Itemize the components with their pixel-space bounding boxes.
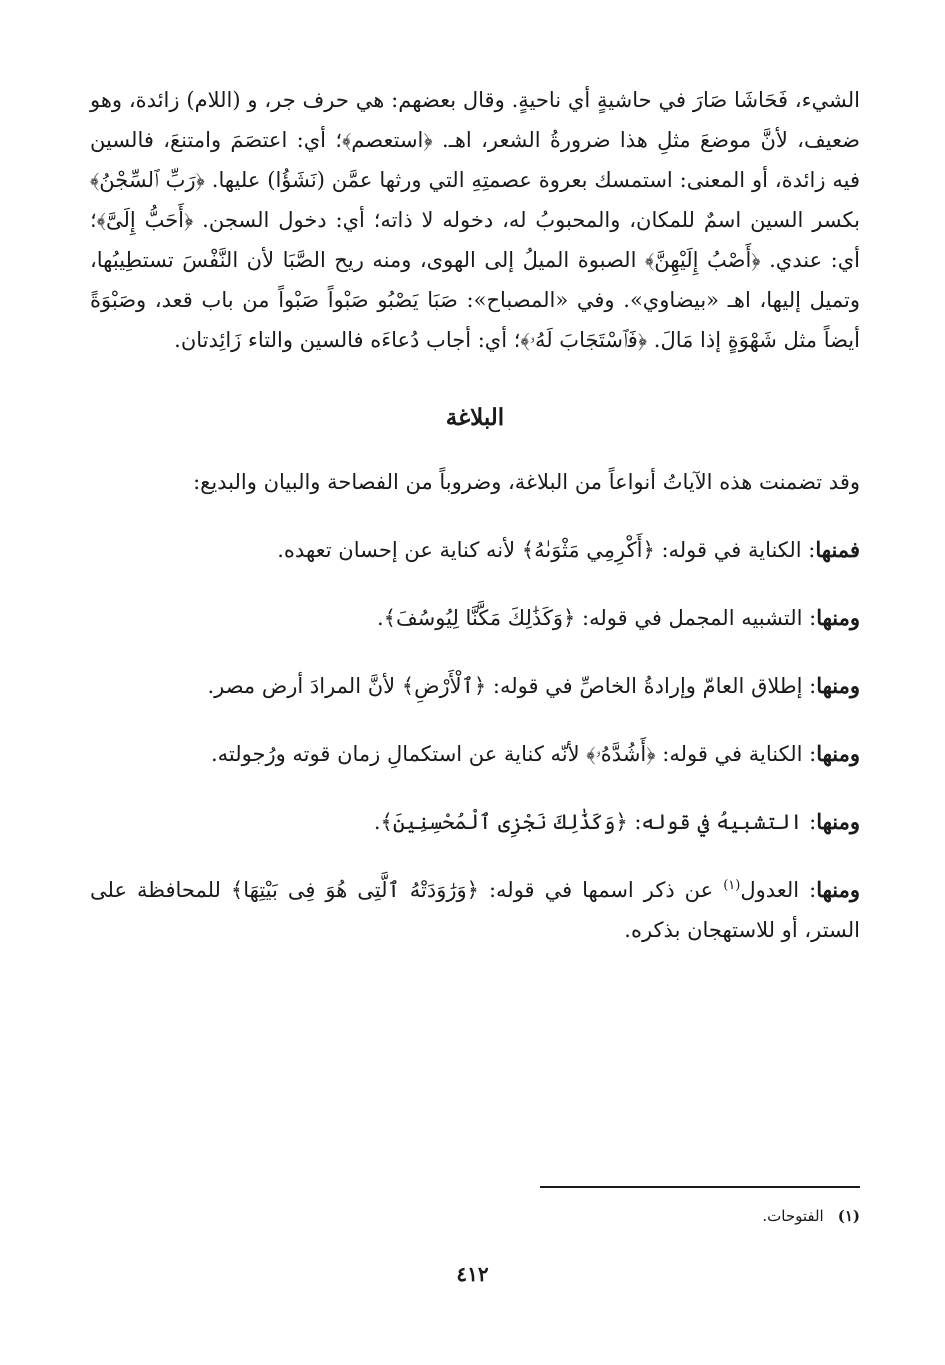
paragraph-tashbih	[90, 802, 860, 842]
footnote-text: الفتوحات.	[762, 1207, 824, 1225]
paragraph-text: : التشبيهُ في قوله: ﴿وَكَذَٰلِكَ نَجْزِى ٱلْمُحْسِنِينَ﴾.	[373, 810, 817, 834]
footnote-divider	[540, 1186, 860, 1188]
paragraph-opening	[90, 462, 860, 502]
paragraph-text: : العدول	[740, 878, 817, 902]
paragraph-kinaya-2	[90, 734, 860, 774]
intro-paragraph: الشيء، فَحَاشَا صَارَ في حاشيةٍ أي ناحيةٍ. وقال بعضهم: هي حرف جر، و (اللام) زائدة، وهو ضعيف، لأنَّ موضعَ مثلِ هذا ضرورةُ الشعر، اهـ. ﴿استعصم﴾؛ أي: اعتصَمَ وامتنعَ، فالسين فيه زائدة، أو المعنى: استمسك بعروة عصمتِهِ التي ورثها عمَّن (نَشَؤُا) عليها. ﴿رَبِّ ٱلسِّجْنُ﴾ بكسر السين اسمٌ للمكان، والمحبوبُ له، دخوله لا ذاته؛ أي: دخول السجن. ﴿أَحَبُّ إِلَىَّ﴾؛ أي: عندي. ﴿أَصْبُ إِلَيْهِنَّ﴾ الصبوة الميلُ إلى الهوى، ومنه ريح الصَّبَا لأن النَّفْسَ تستطِيبُها، وتميل إليها، اهـ «بيضاوي». وفي «المصباح»: صَبَا يَصْبُو صَبْواً صَبْواً من باب قعد، وصَبْوَةً أيضاً مثل شَهْوَةٍ إذا مَالَ. ﴿فَٱسْتَجَابَ لَهُۥ﴾؛ أي: أجاب دُعاءَه فالسين والتاء زَائِدتان.	[90, 88, 861, 352]
footnote-marker: (١)	[837, 1207, 860, 1225]
paragraph-lead: ومنها	[816, 877, 860, 902]
paragraph-text: : إطلاق العامّ وإرادةُ الخاصِّ في قوله: ﴿ٱلْأَرْضِ﴾ لأنَّ المرادَ أرض مصر.	[207, 674, 817, 698]
paragraph-text-after: عن ذكر اسمها في قوله: ﴿وَرَٰوَدَتْهُ ٱلَّتِى هُوَ فِى بَيْتِهَا﴾ للمحافظة على الستر، أو للاستهجان بذكره.	[90, 878, 860, 942]
paragraph-lead: ومنها	[816, 673, 860, 698]
paragraph-text: : الكناية في قوله: ﴿أَشُدَّهُۥ﴾ لأنّه كناية عن استكمالِ زمان قوته ورُجولته.	[210, 742, 817, 766]
paragraph-udul	[90, 870, 860, 950]
page-number: ٤١٢	[456, 1262, 489, 1286]
paragraph-lead: فمنها	[815, 537, 860, 562]
paragraph-lead: ومنها	[816, 741, 860, 766]
paragraph-tashbih-mujmal	[90, 598, 860, 638]
section-title: البلاغة	[445, 404, 505, 431]
page-body	[90, 80, 860, 970]
paragraph-kinaya-1	[90, 530, 860, 570]
paragraph-text: : الكناية في قوله: ﴿أَكْرِمِي مَثْوَىٰهُ﴾ لأنه كناية عن إحسان تعهده.	[277, 538, 816, 562]
paragraph-lead: ومنها	[816, 809, 860, 834]
footnote-reference[interactable]: (١)	[723, 878, 741, 893]
paragraph-text: : التشبيه المجمل في قوله: ﴿وَكَذَٰلِكَ مَكَّنَّا لِيُوسُفَ﴾.	[376, 606, 817, 630]
paragraph-itlaq	[90, 666, 860, 706]
paragraph-text: وقد تضمنت هذه الآياتُ أنواعاً من البلاغة، وضروباً من الفصاحة والبيان والبديع:	[193, 470, 860, 494]
paragraph-lead: ومنها	[816, 605, 860, 630]
footnote	[762, 1205, 860, 1227]
